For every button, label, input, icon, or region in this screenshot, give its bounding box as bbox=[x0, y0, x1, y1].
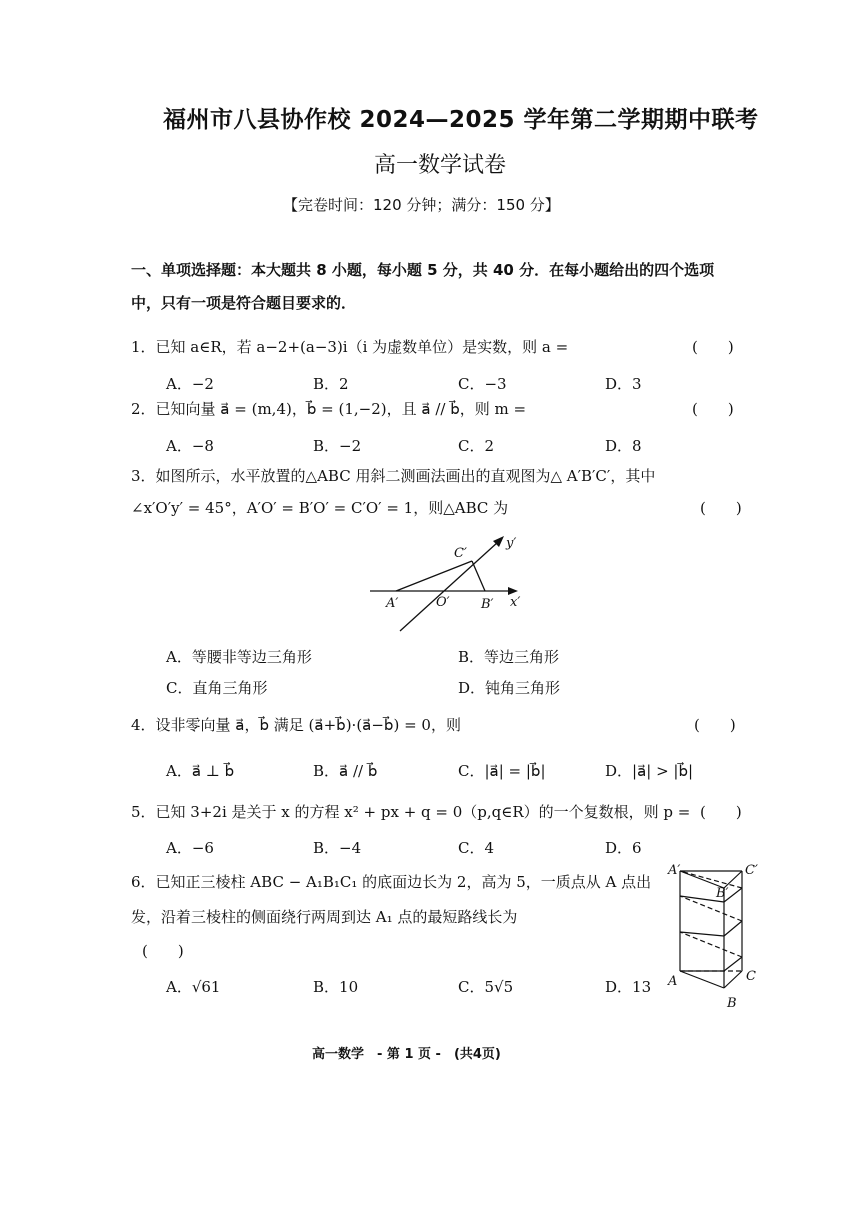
question-6-stem-line2: 发，沿着三棱柱的侧面绕行两周到达 A₁ 点的最短路线长为 bbox=[131, 908, 518, 926]
q4-option-d: D．|a⃗| > |b⃗| bbox=[605, 762, 694, 780]
label-a-prime: A′ bbox=[386, 596, 399, 611]
section-heading-line2: 中，只有一项是符合题目要求的． bbox=[131, 294, 357, 312]
label-a: A bbox=[668, 974, 678, 989]
q2-option-b: B．−2 bbox=[313, 437, 362, 455]
question-2-stem: 2．已知向量 a⃗ = (m,4)，b⃗ = (1,−2)，且 a⃗ // b⃗，则 m = bbox=[131, 400, 527, 418]
q4-option-a: A．a⃗ ⊥ b⃗ bbox=[166, 762, 235, 780]
q2-option-d: D．8 bbox=[605, 437, 642, 455]
exam-info: 【完卷时间：120 分钟；满分：150 分】 bbox=[283, 196, 560, 214]
q3-option-d: D．钝角三角形 bbox=[458, 679, 561, 697]
question-3-stem-line2: ∠x′O′y′ = 45°，A′O′ = B′O′ = C′O′ = 1，则△ABC 为 bbox=[131, 499, 509, 517]
q3-option-b: B．等边三角形 bbox=[458, 648, 560, 666]
q4-option-b: B．a⃗ // b⃗ bbox=[313, 762, 378, 780]
oblique-triangle-figure bbox=[360, 530, 530, 635]
section-heading-line1: 一、单项选择题：本大题共 8 小题，每小题 5 分，共 40 分．在每小题给出的四个选项 bbox=[131, 261, 715, 279]
q3-option-a: A．等腰非等边三角形 bbox=[166, 648, 312, 666]
q1-option-d: D．3 bbox=[605, 375, 642, 393]
answer-paren: ( ) bbox=[692, 400, 734, 418]
question-6-stem-line1: 6．已知正三棱柱 ABC − A₁B₁C₁ 的底面边长为 2，高为 5，一质点从 A 点出 bbox=[131, 873, 652, 891]
label-c: C bbox=[746, 969, 756, 984]
q6-option-d: D．13 bbox=[605, 978, 652, 996]
q3-option-c: C．直角三角形 bbox=[166, 679, 268, 697]
answer-paren: ( ) bbox=[694, 716, 736, 734]
label-b1: B′ bbox=[716, 886, 729, 901]
question-3-stem-line1: 3．如图所示，水平放置的△ABC 用斜二测画法画出的直观图为△ A′B′C′，其中 bbox=[131, 467, 656, 485]
q5-option-b: B．−4 bbox=[313, 839, 362, 857]
q1-option-a: A．−2 bbox=[166, 375, 214, 393]
label-y-prime: y′ bbox=[506, 536, 517, 551]
q5-option-c: C．4 bbox=[458, 839, 495, 857]
question-4-stem: 4．设非零向量 a⃗，b⃗ 满足 (a⃗+b⃗)·(a⃗−b⃗) = 0，则 bbox=[131, 716, 461, 734]
page-footer: 高一数学 - 第 1 页 - (共4页) bbox=[312, 1047, 501, 1062]
q6-option-c: C．5√5 bbox=[458, 978, 514, 996]
question-1-stem: 1．已知 a∈R，若 a−2+(a−3)i（i 为虚数单位）是实数，则 a = bbox=[131, 338, 569, 356]
label-a1: A′ bbox=[668, 863, 681, 878]
answer-paren: ( ) bbox=[692, 338, 734, 356]
q5-option-d: D．6 bbox=[605, 839, 642, 857]
q1-option-c: C．−3 bbox=[458, 375, 507, 393]
answer-paren: ( ) bbox=[700, 803, 742, 821]
answer-paren: ( ) bbox=[142, 942, 184, 960]
q6-option-a: A．√61 bbox=[166, 978, 221, 996]
question-5-stem: 5．已知 3+2i 是关于 x 的方程 x² + px + q = 0（p,q∈R）的一个复数根，则 p = bbox=[131, 803, 691, 821]
label-x-prime: x′ bbox=[510, 595, 521, 610]
q1-option-b: B．2 bbox=[313, 375, 349, 393]
q5-option-a: A．−6 bbox=[166, 839, 214, 857]
label-c1: C′ bbox=[745, 863, 758, 878]
q4-option-c: C．|a⃗| = |b⃗| bbox=[458, 762, 546, 780]
label-c-prime: C′ bbox=[454, 546, 467, 561]
label-b-prime: B′ bbox=[481, 597, 494, 612]
triangular-prism-figure bbox=[660, 858, 772, 1016]
q2-option-c: C．2 bbox=[458, 437, 495, 455]
answer-paren: ( ) bbox=[700, 499, 742, 517]
exam-title: 福州市八县协作校 2024—2025 学年第二学期期中联考 bbox=[163, 107, 759, 133]
q6-option-b: B．10 bbox=[313, 978, 359, 996]
label-b: B bbox=[727, 996, 737, 1011]
q2-option-a: A．−8 bbox=[166, 437, 214, 455]
exam-subtitle: 高一数学试卷 bbox=[374, 153, 507, 178]
label-o-prime: O′ bbox=[436, 595, 450, 610]
